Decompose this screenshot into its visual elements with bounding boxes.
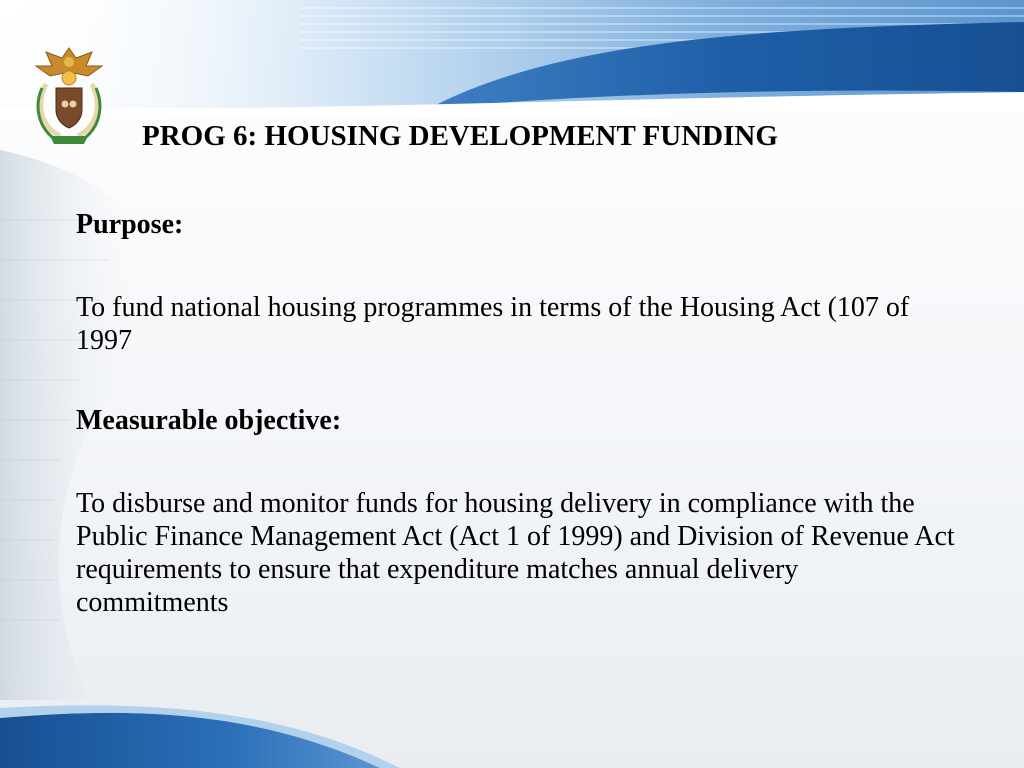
slide-title: PROG 6: HOUSING DEVELOPMENT FUNDING <box>142 120 778 152</box>
objective-heading: Measurable objective: <box>76 405 342 436</box>
coat-of-arms-icon <box>26 44 112 148</box>
purpose-text: To fund national housing programmes in terms of the Housing Act (107 of 1997 <box>76 292 910 356</box>
objective-text: To disburse and monitor funds for housing delivery in compliance with the Public Finance Management Act (Act 1 of 1999) and Division of Revenue Act requirements to ensure that expenditure matches annual delivery commitments <box>76 488 955 618</box>
purpose-heading: Purpose: <box>76 209 184 240</box>
